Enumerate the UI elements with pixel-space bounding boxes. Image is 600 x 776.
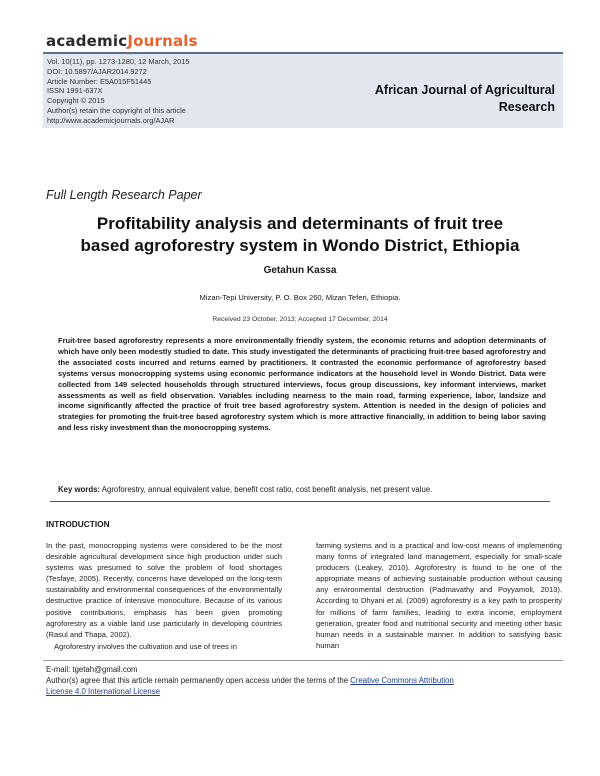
meta-article-number: Article Number: E5A015F51445 (47, 76, 152, 86)
paper-title-line1: Profitability analysis and determinants of fruit tree (96, 214, 504, 233)
meta-copyright: Copyright © 2015 (47, 96, 105, 106)
keywords-label: Key words: (58, 485, 101, 494)
footer-divider (43, 660, 563, 661)
paper-title (40, 213, 560, 257)
license-text: Author(s) agree that this article remain permanently open access under the terms of the (46, 676, 351, 685)
paper-title-line2: based agroforestry system in Wondo District, Ethiopia (80, 236, 520, 255)
paragraph: Agroforestry involves the cultivation and use of trees in (54, 641, 237, 651)
license-link[interactable]: Creative Commons Attribution License 4.0 International License (46, 676, 454, 696)
meta-journal-url[interactable]: http://www.academicjournals.org/AJAR (47, 115, 175, 125)
paragraph: farming systems and is a practical and low-cost means of implementing many forms of integrated land management, especially for small-scale producers (Leakey, 2010). Agroforestry is found to be one of the appropriate means of achieving sustainable production without causing any environmental destruction (Padmavathy and Poyyamoli, 2013). According to Dhyani et al. (2009) agroforestry is a key path to prosperity for millions of farm families, leading to extra income, employment generation, greater food and nutritional security and meeting other basic human needs in a sustainable manner. In addition to satisfying basic human (316, 541, 562, 650)
keywords-divider (50, 501, 550, 502)
author-affiliation: Mizan-Tepi University, P. O. Box 260, Mizan Teferi, Ethiopia. (199, 293, 401, 302)
logo-text-journals: Journals (127, 32, 198, 50)
keywords-list: Agroforestry, annual equivalent value, benefit cost ratio, cost benefit analysis, net present value. (101, 485, 433, 494)
paragraph: In the past, monocropping systems were considered to be the most desirable agricultural development since high production under such systems was presumed to solve the problem of food shortages (Tesfaye, 2005). Recently, concerns have developed on the long-term sustainability and environmental consequences of the environmentally destructive practice of intensive monoculture. Because of its various positive contributions, emphasis has been given promoting agroforestry as a viable land use particularly in developing countries (Rasul and Thapa, 2002). (46, 541, 282, 639)
journal-title-line2: Research (498, 100, 555, 114)
abstract: Fruit-tree based agroforestry represents a more environmentally friendly system, the economic returns and adoption determinants of which have only been modestly studied to date. This study investigated the determinants of practicing fruit-tree based agroforestry and the associated costs incurred and returns earned by practitioners. It contrasted the economic performance of agroforestry based systems versus monocropping systems using economic performance indicators at the household level in Wondo District. Data were collected from 149 selected households through structured interviews, focus group discussions, key informant interviews, market assessments as well as field observation. Variables including nearness to the main road, farming experience, labor, landsize and income significantly affected the practice of fruit tree based agroforestry system. Attention is needed in the design of policies and strategies for promoting the fruit-tree based agroforestry system which is more attractive financially, in addition to being labor saving and less risky investment than the monocropping systems. (58, 336, 546, 433)
journal-logo (46, 32, 198, 50)
meta-issn: ISSN 1991-637X (47, 86, 103, 96)
paper-type: Full Length Research Paper (46, 188, 202, 202)
body-column-right (316, 540, 562, 652)
footer-notes (46, 664, 566, 697)
article-header-box (43, 52, 563, 128)
body-column-left (46, 540, 282, 653)
meta-author-rights: Author(s) retain the copyright of this article (47, 105, 186, 115)
journal-title (325, 82, 555, 116)
journal-title-line1: African Journal of Agricultural (374, 83, 555, 97)
meta-volume: Vol. 10(11), pp. 1273-1280, 12 March, 2015 (47, 57, 190, 66)
meta-doi: DOI: 10.5897/AJAR2014.9272 (47, 66, 147, 76)
keywords (58, 485, 558, 494)
license-statement (46, 675, 566, 697)
author-name: Getahun Kassa (263, 265, 337, 276)
logo-text-academic: academic (46, 32, 128, 50)
article-meta (47, 57, 189, 126)
section-title-introduction: INTRODUCTION (46, 519, 110, 529)
received-dates: Received 23 October, 2013; Accepted 17 December, 2014 (212, 316, 388, 323)
corresponding-email: E-mail: tgetah@gmail.com (46, 665, 138, 674)
